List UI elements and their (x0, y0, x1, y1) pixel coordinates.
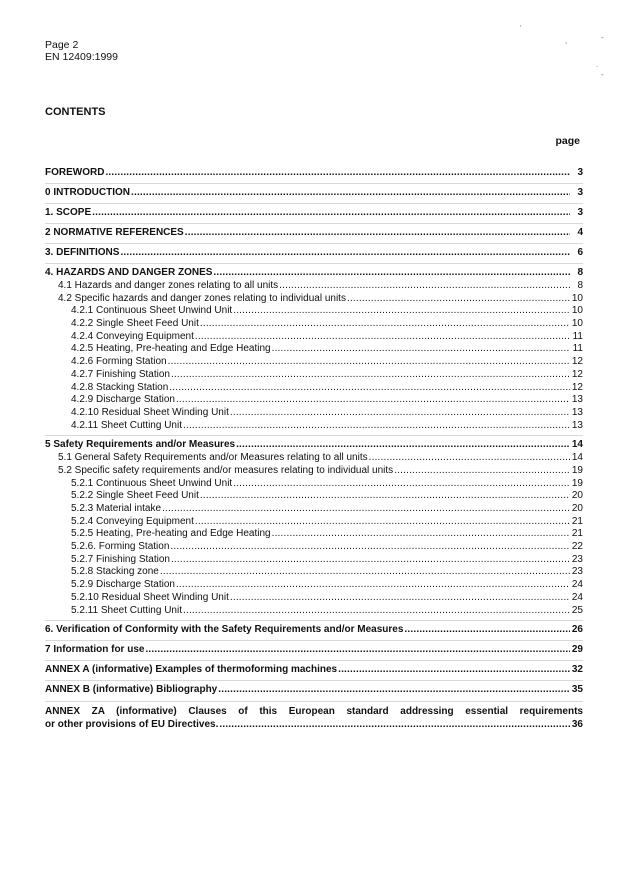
toc-entry-label: 4.1 Hazards and danger zones relating to all units (58, 280, 279, 291)
toc-entry-label: 5.2.6. Forming Station (71, 541, 170, 553)
toc-entry-label: 4.2.1 Continuous Sheet Unwind Unit (71, 305, 233, 317)
toc-leader-dots (195, 331, 570, 342)
toc-entry-page: 35 (571, 684, 583, 696)
toc-entry-label: 0 INTRODUCTION (45, 187, 130, 198)
toc-entry (45, 263, 583, 280)
toc-leader-dots (200, 318, 570, 329)
toc-entry-page: 12 (571, 381, 583, 393)
toc-leader-dots (272, 528, 570, 539)
toc-entry (45, 503, 583, 516)
toc-entry (45, 660, 583, 677)
toc-entry-page: 20 (571, 490, 583, 502)
toc-entry (45, 356, 583, 369)
toc-entry-page: 24 (571, 579, 583, 591)
toc-leader-dots (394, 465, 570, 476)
toc-entry (45, 592, 583, 605)
toc-entry-page: 10 (571, 292, 583, 304)
page-header (45, 39, 118, 63)
toc-leader-dots (162, 503, 570, 514)
toc-entry (45, 382, 583, 395)
toc-entry (45, 331, 583, 344)
toc-leader-dots (230, 407, 570, 418)
toc-entry (45, 203, 583, 220)
toc-leader-dots (171, 369, 570, 380)
toc-leader-dots (236, 439, 570, 450)
scan-speck: , (565, 36, 568, 45)
toc-entry-page: 4 (577, 227, 583, 238)
toc-entry-page: 10 (571, 305, 583, 317)
toc-entry-label: 5.2.5 Heating, Pre-heating and Edge Heating (71, 528, 271, 540)
toc-entry-page: 24 (571, 591, 583, 603)
toc-entry (45, 223, 583, 240)
toc-entry-label: 4.2.2 Single Sheet Feed Unit (71, 318, 199, 330)
toc-entry-page: 29 (571, 644, 583, 656)
toc-entry-label: ANNEX B (informative) Bibliography (45, 684, 218, 696)
toc-entry-page: 21 (571, 515, 583, 527)
scan-speck: - (601, 70, 604, 79)
toc-entry-label: 4.2 Specific hazards and danger zones relating to individual units (58, 292, 346, 304)
annex-za-line2: or other provisions of EU Directives. (45, 719, 219, 731)
toc-entry-label: 7 Information for use (45, 644, 145, 656)
toc-entry (45, 369, 583, 382)
toc-entry-page: 3 (577, 167, 583, 178)
toc-entry (45, 566, 583, 579)
toc-entry-page: 14 (571, 439, 583, 451)
toc-entry-page: 3 (577, 207, 583, 218)
table-of-contents (45, 167, 583, 731)
standard-number: EN 12409:1999 (45, 51, 118, 63)
toc-entry-label: 5 Safety Requirements and/or Measures (45, 439, 236, 451)
toc-leader-dots (92, 207, 570, 218)
toc-entry-label: 5.2.4 Conveying Equipment (71, 515, 194, 527)
toc-leader-dots (233, 478, 570, 489)
toc-leader-dots (145, 644, 570, 655)
toc-entry (45, 243, 583, 260)
toc-entry (45, 305, 583, 318)
toc-leader-dots (171, 554, 570, 565)
toc-entry-label: 5.2.8 Stacking zone (71, 566, 159, 578)
toc-entry-page: 13 (571, 406, 583, 418)
toc-entry (45, 490, 583, 503)
toc-leader-dots (200, 490, 570, 501)
toc-entry (45, 435, 583, 452)
toc-leader-dots (185, 227, 570, 238)
toc-leader-dots (105, 167, 570, 178)
toc-entry-label: 5.2.11 Sheet Cutting Unit (71, 604, 182, 616)
toc-entry (45, 680, 583, 697)
page-number-label: Page 2 (45, 39, 79, 51)
toc-entry-label: 5.2 Specific safety requirements and/or measures relating to individual units (58, 464, 394, 476)
toc-leader-dots (230, 592, 570, 603)
toc-entry (45, 528, 583, 541)
toc-entry (45, 343, 583, 356)
page-column-label: page (555, 135, 580, 147)
toc-entry (45, 293, 583, 306)
toc-entry-page: 12 (571, 368, 583, 380)
toc-leader-dots (338, 664, 570, 675)
toc-entry-page: 19 (571, 477, 583, 489)
toc-leader-dots (233, 305, 570, 316)
toc-entry-label: 3. DEFINITIONS (45, 247, 120, 258)
toc-entry-page: 25 (571, 604, 583, 616)
toc-leader-dots (131, 187, 570, 198)
toc-entry (45, 579, 583, 592)
annex-za-line2-row (45, 718, 583, 731)
toc-leader-dots (404, 624, 570, 635)
toc-leader-dots (218, 684, 570, 695)
toc-entry (45, 167, 583, 180)
toc-entry-label: 4.2.7 Finishing Station (71, 368, 170, 380)
toc-entry-label: 4.2.10 Residual Sheet Winding Unit (71, 406, 229, 418)
toc-entry-label: 1. SCOPE (45, 207, 92, 218)
toc-entry-label: 5.2.9 Discharge Station (71, 579, 175, 591)
toc-entry (45, 516, 583, 529)
toc-entry-label: 4.2.4 Conveying Equipment (71, 330, 194, 342)
toc-entry-label: 5.2.1 Continuous Sheet Unwind Unit (71, 477, 233, 489)
toc-leader-dots (195, 516, 570, 527)
toc-entry-page: 36 (571, 719, 583, 731)
toc-entry-label: 5.1 General Safety Requirements and/or Measures relating to all units (58, 452, 368, 464)
toc-leader-dots (168, 356, 570, 367)
toc-entry (45, 465, 583, 478)
toc-entry-page: 22 (571, 541, 583, 553)
toc-leader-dots (120, 247, 570, 258)
toc-leader-dots (183, 420, 570, 431)
toc-entry (45, 452, 583, 465)
toc-entry-page: 26 (571, 624, 583, 636)
toc-leader-dots (369, 452, 570, 463)
toc-leader-dots (279, 280, 570, 291)
toc-entry-page: 8 (577, 280, 583, 291)
contents-title: CONTENTS (45, 106, 106, 118)
toc-entry-label: 4.2.9 Discharge Station (71, 394, 175, 406)
scan-speck: . (596, 60, 599, 69)
toc-entry-page: 23 (571, 566, 583, 578)
toc-entry (45, 640, 583, 657)
toc-entry-page: 19 (571, 464, 583, 476)
toc-entry-label: 5.2.3 Material intake (71, 503, 162, 514)
toc-leader-dots (183, 605, 570, 616)
toc-entry-label: 4.2.5 Heating, Pre-heating and Edge Heating (71, 343, 271, 355)
toc-leader-dots (176, 579, 570, 590)
toc-entry-label: 5.2.7 Finishing Station (71, 553, 170, 565)
toc-leader-dots (169, 382, 570, 393)
toc-leader-dots (272, 343, 570, 354)
toc-entry (45, 183, 583, 200)
toc-entry-annex-za (45, 701, 583, 731)
toc-entry-page: 11 (572, 343, 583, 355)
toc-entry (45, 394, 583, 407)
toc-entry-page: 6 (577, 247, 583, 258)
toc-entry-label: 4.2.11 Sheet Cutting Unit (71, 419, 182, 431)
scan-speck: ' (520, 24, 522, 33)
toc-entry-label: FOREWORD (45, 167, 105, 178)
toc-leader-dots (176, 394, 570, 405)
toc-leader-dots (160, 566, 570, 577)
toc-entry (45, 541, 583, 554)
toc-leader-dots (213, 267, 570, 278)
toc-entry-page: 12 (571, 356, 583, 368)
scan-speck: - (601, 33, 604, 42)
toc-leader-dots (219, 718, 570, 731)
toc-entry-page: 14 (571, 452, 583, 464)
toc-entry-page: 32 (571, 664, 583, 676)
toc-entry-label: 4. HAZARDS AND DANGER ZONES (45, 267, 213, 278)
toc-entry-page: 13 (571, 419, 583, 431)
toc-entry (45, 605, 583, 618)
annex-za-line1: ANNEX ZA (informative) Clauses of this European standard addressing essential requirements (45, 706, 583, 718)
toc-leader-dots (347, 293, 570, 304)
toc-entry-page: 20 (571, 503, 583, 514)
toc-entry-page: 8 (577, 267, 583, 278)
toc-entry-page: 10 (571, 318, 583, 330)
toc-entry-label: 6. Verification of Conformity with the Safety Requirements and/or Measures (45, 624, 404, 636)
toc-entry (45, 478, 583, 491)
toc-entry-page: 23 (571, 553, 583, 565)
toc-entry-page: 11 (572, 330, 583, 342)
toc-entry-page: 21 (571, 528, 583, 540)
toc-entry-page: 13 (571, 394, 583, 406)
toc-entry-label: 5.2.10 Residual Sheet Winding Unit (71, 591, 229, 603)
toc-entry (45, 280, 583, 293)
toc-entry (45, 554, 583, 567)
toc-entry-label: 2 NORMATIVE REFERENCES (45, 227, 184, 238)
toc-entry-label: 5.2.2 Single Sheet Feed Unit (71, 490, 199, 502)
toc-entry (45, 620, 583, 637)
toc-entry (45, 407, 583, 420)
toc-entry-page: 3 (577, 187, 583, 198)
toc-leader-dots (170, 541, 570, 552)
toc-entry-label: 4.2.8 Stacking Station (71, 381, 169, 393)
toc-entry-label: ANNEX A (informative) Examples of thermoforming machines (45, 664, 338, 676)
toc-entry (45, 420, 583, 433)
toc-entry-label: 4.2.6 Forming Station (71, 356, 167, 368)
toc-entry (45, 318, 583, 331)
